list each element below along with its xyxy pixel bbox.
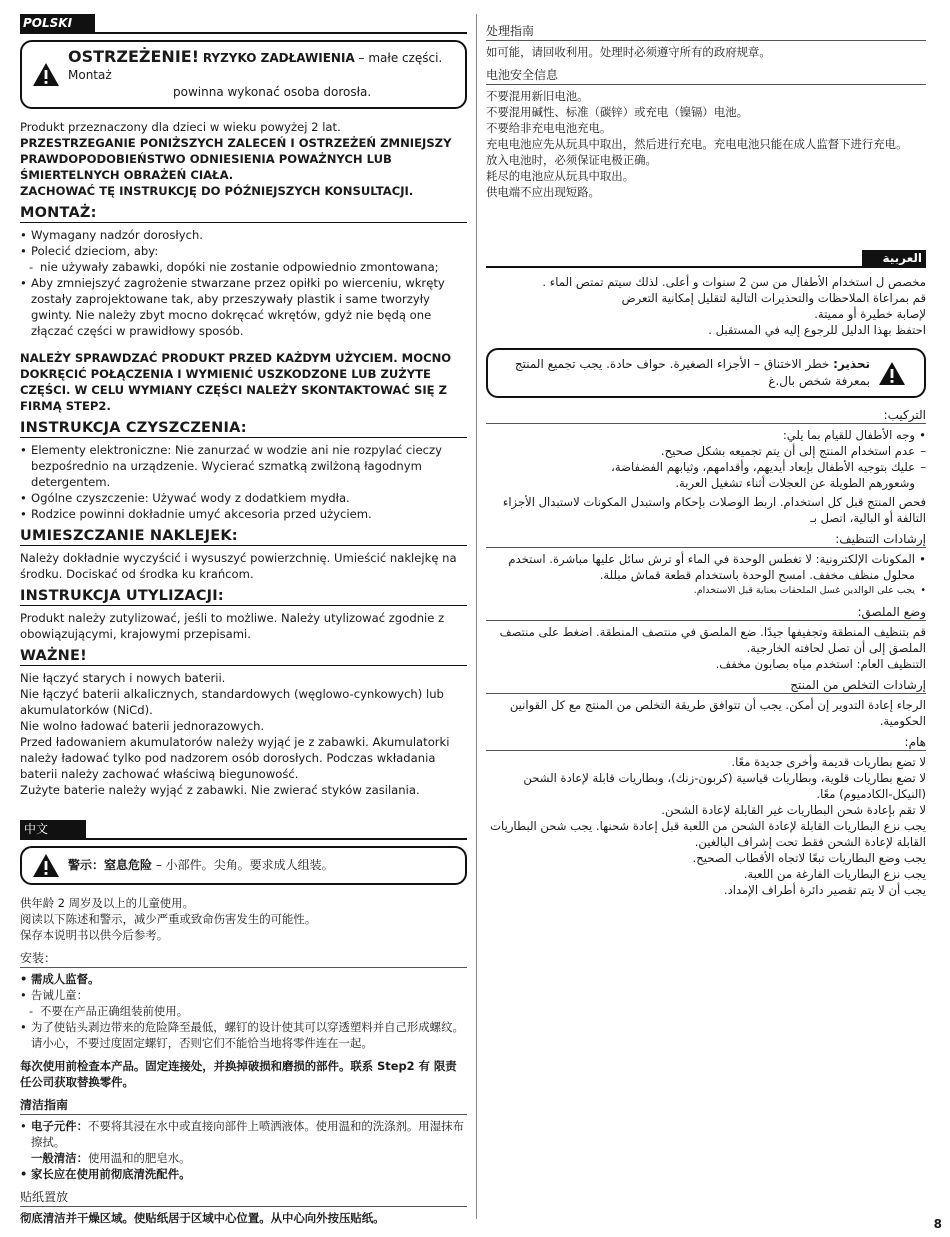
list-item: - 不要在产品正确组装前使用。 [20,1003,467,1019]
arabic-disposal-text: الرجاء إعادة التدوير إن أمكن. يجب أن تتوافق طريقة التخلص من المنتج مع كل القوانين الحكومية. [509,698,926,728]
chinese-electronics-text: 不要将其浸在水中或直接向部件上喷洒液体。使用温和的洗涤剂。用湿抹布擦拭。 [31,1119,464,1149]
polish-important-title: WAŻNE! [20,648,467,666]
chinese-battery-line: 不要混用新旧电池。 [486,89,589,103]
chinese-battery-line: 充电电池应先从玩具中取出，然后进行充电。充电电池只能在成人监督下进行充电。 [486,137,908,151]
list-item: • Aby zmniejszyć zagrożenie stwarzane przez opiłki po wierceniu, wkręty zostały zaprojektowane tak, aby przeszywały plastik i same tworzyły gwinty. Nie należy zbyt mocno dokręcać wkrętów, gdyż nie będą one złączać części w prawidłowy sposób. [20,275,467,339]
list-item: – عليك بتوجيه الأطفال بإبعاد أيديهم، وأقدامهم، وثيابهم الفضفاضة، [486,459,926,475]
arabic-warning-box [486,348,926,398]
list-item [20,1118,467,1150]
arabic-tag-label: العربية [862,250,926,266]
list-item: • Rodzice powinni dokładnie umyć akcesoria przed użyciem. [20,506,467,522]
list-item: • Polecić dzieciom, aby: [20,243,467,259]
chinese-continued [486,22,926,200]
polish-battery-line: Przed ładowaniem akumulatorów należy wyjąć je z zabawki. Akumulatorki należy ładować tylko pod nadzorem osób dorosłych. Podczas wkładania baterii należy zachować właściwą biegunowość. [20,735,450,781]
polish-sticker-text: Należy dokładnie wyczyścić i wysuszyć powierzchnię. Umieścić naklejkę na środku. Dociskać od środka ku krańcom. [20,551,457,581]
polish-sticker-title: UMIESZCZANIE NAKLEJEK: [20,528,467,546]
chinese-sticker-title: 贴纸置放 [20,1188,467,1207]
polish-cleaning-title: INSTRUKCJA CZYSZCZENIA: [20,420,467,438]
polish-cleaning-list [20,442,467,522]
chinese-intro-line: 保存本说明书以供今后参考。 [20,928,169,942]
arabic-battery-line: يجب نزع البطاريات الفارغة من اللعبة. [743,867,926,881]
list-item: • 告诫儿童： [20,987,467,1003]
arabic-cleaning-list [486,551,926,599]
list-item: • 家长应在使用前彻底清洗配件。 [20,1166,467,1182]
chinese-battery-line: 供电端不应出现短路。 [486,185,600,199]
chinese-warning-rest: – 小部件。尖角。要求成人组装。 [152,858,334,872]
arabic-intro-line: مخصص ل استخدام الأطفال من سن 2 سنوات و أعلى. لذلك سيتم تمتص الماء . [542,275,926,289]
chinese-electronics-label: 电子元件： [31,1119,88,1133]
polish-warning-box [20,40,467,109]
arabic-assembly-title: التركيب: [486,408,926,424]
list-item: • وجه الأطفال للقيام بما يلي: [486,427,926,443]
list-item: – عدم استخدام المنتج إلى أن يتم تجميعه بشكل صحيح. [486,443,926,459]
arabic-section-tag [486,250,926,268]
chinese-section-tag [20,820,467,840]
chinese-disposal-title: 处理指南 [486,22,926,41]
polish-disposal-text: Produkt należy zutylizować, jeśli to możliwe. Należy utylizować zgodnie z obowiązującymi, krajowymi przepisami. [20,611,445,641]
chinese-warning-text [68,857,334,874]
chinese-battery-title: 电池安全信息 [486,66,926,85]
arabic-assembly-list [486,427,926,491]
list-item: • Ogólne czyszczenie: Używać wody z dodatkiem mydła. [20,490,467,506]
list-item: • المكونات الإلكترونية: لا تغطس الوحدة في الماء أو ترش سائل عليها مباشرة. استخدم محلول منظف مخفف. امسح الوحدة باستخدام قطعة قماش مبللة. [486,551,926,583]
list-item: • يجب على الوالدين غسل الملحقات بعناية قبل الاستخدام. [486,583,926,599]
page-number: 8 [933,1217,942,1231]
chinese-assembly-list [20,971,467,1051]
polish-section-tag [20,14,467,34]
chinese-general-label: 一般清洁： [31,1151,88,1165]
arabic-battery-line: لا تضع بطاريات قديمة وأخرى جديدة معًا. [731,755,926,769]
polish-assembly-title: MONTAŻ: [20,205,467,223]
chinese-cleaning-list [20,1118,467,1182]
list-item: • Wymagany nadzór dorosłych. [20,227,467,243]
polish-battery-line: Nie wolno ładować baterii jednorazowych. [20,719,265,733]
arabic-sticker-line: قم بتنظيف المنطقة وتجفيفها جيدًا. ضع الملصق في منتصف المنطقة. اضغط على منتصف الملصق إلى أن تصل لحافته الخارجية. [499,625,926,655]
warning-triangle-icon [878,361,906,386]
polish-warning-line2: powinna wykonać osoba dorosła. [173,85,372,99]
arabic-important-title: هام: [486,735,926,751]
polish-tag-label: POLSKI [20,14,95,32]
arabic-cleaning-title: إرشادات التنظيف: [486,532,926,548]
arabic-battery-line: يجب نزع البطاريات القابلة لإعادة الشحن من اللعبة قبل إعادة شحنها. يجب شحن البطاريات القابلة لإعادة الشحن فقط تحت إشراف البالغين. [490,819,926,849]
chinese-sticker-text: 彻底清洁并干燥区域。使贴纸居于区域中心位置。从中心向外按压贴纸。 [20,1211,385,1225]
chinese-battery-line: 不要混用碱性、标准（碳锌）或充电（镍镉）电池。 [486,105,748,119]
arabic-check-text: فحص المنتج قبل كل استخدام. اربط الوصلات بإحكام واستبدل المكونات لاستبدال الأجزاء التالفة أو البالية، اتصل بـ [502,495,926,525]
arabic-warning-bold: تحذير: [833,357,870,371]
chinese-intro-line: 供年龄 2 周岁及以上的儿童使用。 [20,896,194,910]
arabic-sticker-title: وضع الملصق: [486,605,926,621]
list-item: وشعورهم الطويلة عن العجلات أثناء تشغيل العربة. [675,476,915,490]
chinese-battery-line: 耗尽的电池应从玩具中取出。 [486,169,635,183]
chinese-battery-line: 不要给非充电电池充电。 [486,121,612,135]
arabic-intro-line: لإصابة خطيرة أو مميتة. [814,307,926,321]
polish-intro: Produkt przeznaczony dla dzieci w wieku powyżej 2 lat. [20,120,341,134]
polish-battery-line: Nie łączyć starych i nowych baterii. [20,671,226,685]
polish-warning-bold: RYZYKO ZADŁAWIENIA [202,51,355,65]
arabic-intro-line: قم بمراعاة الملاحظات والتحذيرات التالية لتقليل إمكانية التعرض [621,291,926,305]
chinese-general-text: 使用温和的肥皂水。 [87,1151,191,1165]
arabic-sticker-line: التنظيف العام: استخدم مياه بصابون مخفف. [715,657,926,671]
left-column [20,14,467,1226]
polish-check-warning: NALEŻY SPRAWDZAĆ PRODUKT PRZED KAŻDYM UŻYCIEM. MOCNO DOKRĘCIĆ POŁĄCZENIA I WYMIENIĆ USZKODZONE LUB ZUŻYTE CZĘŚCI. W CELU WYMIANY CZĘŚCI NALEŻY SKONTAKTOWAĆ SIĘ Z FIRMĄ STEP2. [20,351,452,413]
column-divider [476,14,477,1219]
arabic-warning-text [498,356,870,390]
chinese-assembly-title: 安装： [20,949,467,968]
right-column [486,14,926,898]
chinese-section [20,820,467,1226]
list-item: • 需成人监督。 [20,971,467,987]
chinese-disposal-text: 如可能，请回收利用。处理时必须遵守所有的政府规章。 [486,45,771,59]
arabic-disposal-title: إرشادات التخلص من المنتج [486,678,926,694]
chinese-intro-line: 阅读以下陈述和警示，减少严重或致命伤害发生的可能性。 [20,912,317,926]
polish-keep-instructions: ZACHOWAĆ TĘ INSTRUKCJĘ DO PÓŹNIEJSZYCH KONSULTACJI. [20,184,414,198]
chinese-tag-label: 中文 [20,820,86,838]
chinese-cleaning-title: 清洁指南 [20,1096,467,1115]
chinese-warning-box [20,846,467,885]
warning-triangle-icon [32,62,60,87]
polish-assembly-list [20,227,467,339]
arabic-battery-line: لا تضع بطاريات قلوية، وبطاريات قياسية (كربون-زنك)، وبطاريات قابلة لإعادة الشحن (النيكل-الكادميوم) معًا. [523,771,926,801]
list-item [20,1150,467,1166]
arabic-battery-line: يجب أن لا يتم تقصير دائرة أطراف الإمداد. [723,883,926,897]
polish-warning-title: OSTRZEŻENIE! [68,47,199,66]
arabic-battery-line: يجب وضع البطاريات تبعًا لاتجاه الأقطاب الصحيح. [692,851,926,865]
list-item: • Elementy elektroniczne: Nie zanurzać w wodzie ani nie rozpylać cieczy bezpośrednio na urządzenie. Wycierać szmatką zwilżoną łagodnym detergentem. [20,442,467,490]
arabic-section [486,250,926,898]
list-item: - nie używały zabawki, dopóki nie zostanie odpowiednio zmontowana; [20,259,467,275]
polish-disposal-title: INSTRUKCJA UTYLIZACJI: [20,588,467,606]
polish-warning-text [68,48,455,101]
arabic-battery-line: لا تقم بإعادة شحن البطاريات غير القابلة لإعادة الشحن. [661,803,926,817]
warning-triangle-icon [32,853,60,878]
chinese-warning-bold: 警示：窒息危险 [68,858,153,872]
arabic-warning-rest: خطر الاختناق – الأجزاء الصغيرة. حواف حادة. يجب تجميع المنتج بمعرفة شخص بال.غ [514,357,870,388]
chinese-check-warning: 每次使用前检查本产品。固定连接处，并换掉破损和磨损的部件。联系 Step2 有 限责任公司获取替换零件。 [20,1059,457,1089]
polish-warning-line1: – małe części. Montaż [68,51,443,82]
arabic-intro-line: احتفظ بهذا الدليل للرجوع إليه في المستقبل . [708,323,926,337]
polish-intro-bold: PRZESTRZEGANIE PONIŻSZYCH ZALECEŃ I OSTRZEŻEŃ ZMNIEJSZY PRAWDOPODOBIEŃSTWO ODNIESIENIA POWAŻNYCH LUB ŚMIERTELNYCH OBRAŻEŃ CIAŁA. [20,136,452,182]
polish-battery-line: Nie łączyć baterii alkalicznych, standardowych (węglowo-cynkowych) lub akumulatorków (NiCd). [20,687,444,717]
polish-battery-line: Zużyte baterie należy wyjąć z zabawki. Nie zwierać styków zasilania. [20,783,420,797]
chinese-battery-line: 放入电池时，必须保证电极正确。 [486,153,657,167]
list-item: • 为了使钻头剥边带来的危险降至最低，螺钉的设计使其可以穿透塑料并自己形成螺纹。请小心，不要过度固定螺钉，否则它们不能恰当地将零件连在一起。 [20,1019,467,1051]
